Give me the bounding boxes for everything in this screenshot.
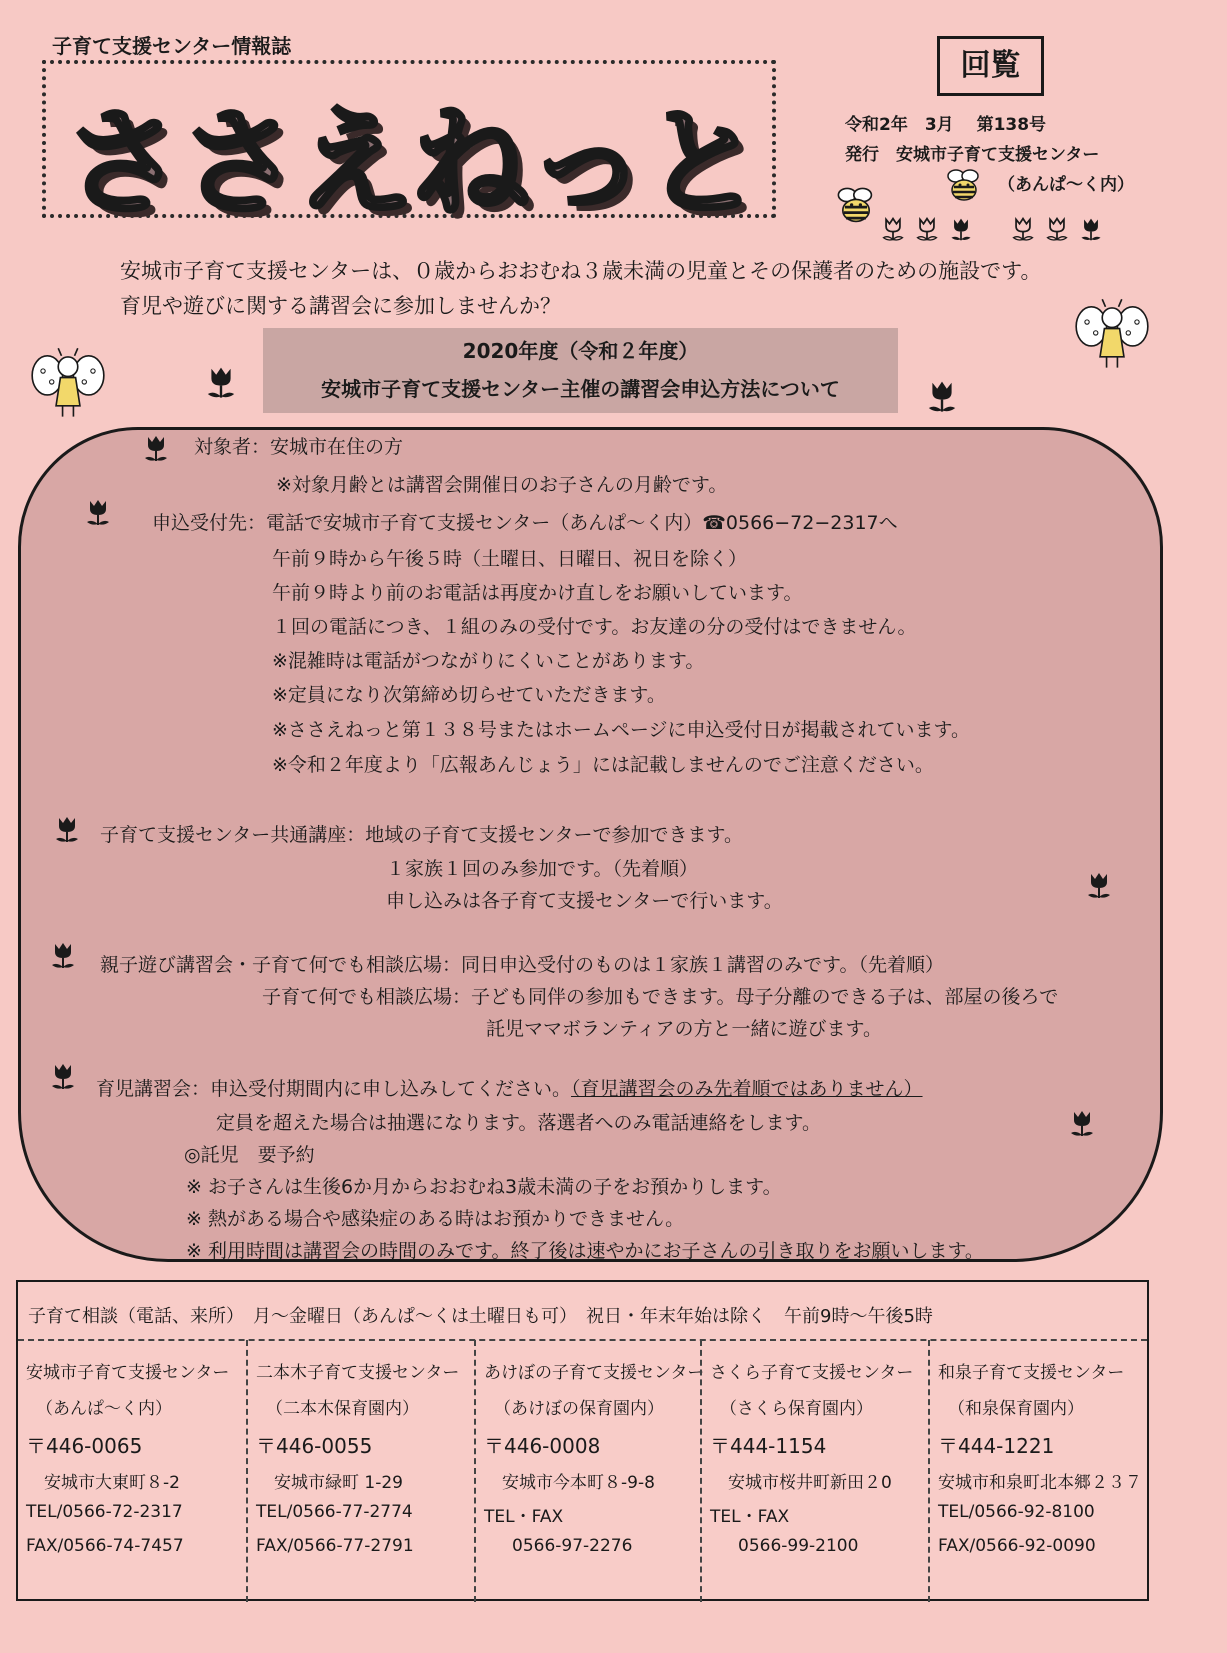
tulip-icon: [1084, 870, 1114, 900]
parenting-label-underlined: （育児講習会のみ先着順ではありません）: [571, 1078, 923, 1100]
masthead-title: ささえねっと: [64, 94, 761, 232]
tulip-icon: [924, 378, 960, 414]
fairy-icon: [30, 345, 106, 421]
center-location: （さくら保育園内）: [720, 1399, 873, 1419]
tulip-icon: [203, 364, 239, 400]
center-tel: TEL/0566-72-2317: [26, 1502, 183, 1522]
center-tel: TEL/0566-92-8100: [938, 1502, 1095, 1522]
tulip-icon: [1044, 216, 1070, 242]
center-tel: TEL・FAX: [710, 1507, 790, 1527]
tulip-icon: [1067, 1108, 1097, 1138]
target-label: 対象者：安城市在住の方: [194, 436, 404, 458]
center-address: 安城市桜井町新田２0: [728, 1473, 892, 1493]
common-line: １家族１回のみ参加です。（先着順）: [386, 858, 698, 880]
center-name: あけぼの子育て支援センター: [484, 1363, 705, 1383]
center-fax: FAX/0566-92-0090: [938, 1536, 1096, 1556]
center-fax: 0566-99-2100: [738, 1536, 859, 1556]
tulip-icon: [1078, 216, 1104, 242]
bee-icon: [834, 186, 878, 226]
center-address: 安城市緑町 1-29: [274, 1473, 403, 1493]
center-name: 和泉子育て支援センター: [938, 1363, 1125, 1383]
publisher-sub: （あんぱ～く内）: [998, 175, 1134, 195]
tulip-icon: [48, 940, 78, 970]
center-postal: 〒446-0065: [26, 1434, 143, 1458]
common-label: 子育て支援センター共通講座：地域の子育て支援センターで参加できます。: [100, 824, 743, 846]
center-column: [928, 1340, 1149, 1602]
issue-info: 令和2年 3月 第138号: [845, 115, 1047, 135]
center-location: （和泉保育園内）: [948, 1399, 1084, 1419]
center-postal: 〒444-1221: [938, 1434, 1055, 1458]
application-line: 午前９時から午後５時（土曜日、日曜日、祝日を除く）: [272, 548, 748, 570]
center-fax: FAX/0566-74-7457: [26, 1536, 184, 1556]
parenting-label-text: 育児講習会：申込受付期間内に申し込みしてください。: [96, 1078, 572, 1100]
application-label: 申込受付先：電話で安城市子育て支援センター（あんぱ～く内）☎0566−72−2317へ: [152, 512, 898, 534]
childcare-note: ※ 利用時間は講習会の時間のみです。終了後は速やかにお子さんの引き取りをお願いします。: [186, 1240, 984, 1262]
application-line: 午前９時より前のお電話は再度かけ直しをお願いしています。: [272, 582, 803, 604]
center-column: [246, 1340, 474, 1602]
center-address: 安城市和泉町北本郷２３７: [938, 1473, 1142, 1493]
center-tel: TEL・FAX: [484, 1507, 564, 1527]
play-label: 親子遊び講習会・子育て何でも相談広場：同日申込受付のものは１家族１講習のみです。（先着順）: [100, 954, 944, 976]
application-line: １回の電話につき、１組のみの受付です。お友達の分の受付はできません。: [272, 616, 917, 638]
target-note: ※対象月齢とは講習会開催日のお子さんの月齢です。: [276, 474, 728, 496]
center-location: （あけぼの保育園内）: [494, 1399, 664, 1419]
intro-line: 育児や遊びに関する講習会に参加しませんか？: [120, 294, 561, 318]
center-name: 二本木子育て支援センター: [256, 1363, 460, 1383]
intro-line: 安城市子育て支援センターは、０歳からおおむね３歳未満の児童とその保護者のための施設です。: [120, 259, 1042, 283]
title-year: 2020年度（令和２年度）: [462, 339, 699, 363]
title-main: 安城市子育て支援センター主催の講習会申込方法について: [321, 377, 840, 401]
application-line: ※混雑時は電話がつながりにくいことがあります。: [272, 650, 705, 672]
center-location: （あんぱ～く内）: [36, 1399, 172, 1419]
center-column: [474, 1340, 705, 1602]
center-location: （二本木保育園内）: [266, 1399, 419, 1419]
parenting-label: [96, 1074, 923, 1101]
childcare-note: ※ 熱がある場合や感染症のある時はお預かりできません。: [186, 1208, 685, 1230]
tulip-icon: [914, 216, 940, 242]
center-postal: 〒446-0055: [256, 1434, 373, 1458]
application-line: ※定員になり次第締め切らせていただきます。: [272, 684, 666, 706]
tulip-icon: [83, 497, 113, 527]
center-address: 安城市大東町８-2: [44, 1473, 180, 1493]
fairy-icon: [1074, 296, 1150, 372]
contact-box: [16, 1280, 1149, 1601]
center-column: [18, 1340, 246, 1602]
play-line: 託児ママボランティアの方と一緒に遊びます。: [486, 1018, 882, 1040]
tulip-icon: [948, 216, 974, 242]
consultation-hours: 子育て相談（電話、来所） 月～金曜日（あんぱ～くは土曜日も可） 祝日・年末年始は除く 午前9時～午後5時: [28, 1306, 933, 1327]
common-line: 申し込みは各子育て支援センターで行います。: [386, 890, 783, 912]
newsletter-subtitle: 子育て支援センター情報誌: [52, 34, 292, 58]
application-line: ※令和２年度より「広報あんじょう」には記載しませんのでご注意ください。: [272, 754, 934, 776]
center-postal: 〒444-1154: [710, 1434, 827, 1458]
center-fax: 0566-97-2276: [512, 1536, 633, 1556]
childcare-note: ※ お子さんは生後6か月からおおむね3歳未満の子をお預かりします。: [186, 1176, 782, 1198]
title-box: [263, 328, 898, 413]
childcare-heading: ◎託児 要予約: [184, 1144, 315, 1166]
center-postal: 〒446-0008: [484, 1434, 601, 1458]
tulip-icon: [141, 433, 171, 463]
tulip-icon: [880, 216, 906, 242]
center-column: [700, 1340, 928, 1602]
kairan-box: 回覧: [937, 36, 1044, 96]
masthead: [42, 60, 776, 232]
parenting-line: 定員を超えた場合は抽選になります。落選者へのみ電話連絡をします。: [216, 1112, 821, 1134]
tulip-icon: [52, 814, 82, 844]
application-line: ※ささえねっと第１３８号またはホームページに申込受付日が掲載されています。: [272, 719, 971, 741]
center-tel: TEL/0566-77-2774: [256, 1502, 413, 1522]
center-fax: FAX/0566-77-2791: [256, 1536, 414, 1556]
center-name: 安城市子育て支援センター: [26, 1363, 230, 1383]
publisher: 発行 安城市子育て支援センター: [845, 145, 1100, 165]
tulip-icon: [1010, 216, 1036, 242]
intro-text: [120, 254, 1041, 324]
bee-icon: [944, 168, 984, 204]
center-name: さくら子育て支援センター: [710, 1363, 914, 1383]
center-address: 安城市今本町８-9-8: [502, 1473, 655, 1493]
tulip-icon: [48, 1061, 78, 1091]
play-line: 子育て何でも相談広場：子ども同伴の参加もできます。母子分離のできる子は、部屋の後ろで: [262, 986, 1059, 1008]
